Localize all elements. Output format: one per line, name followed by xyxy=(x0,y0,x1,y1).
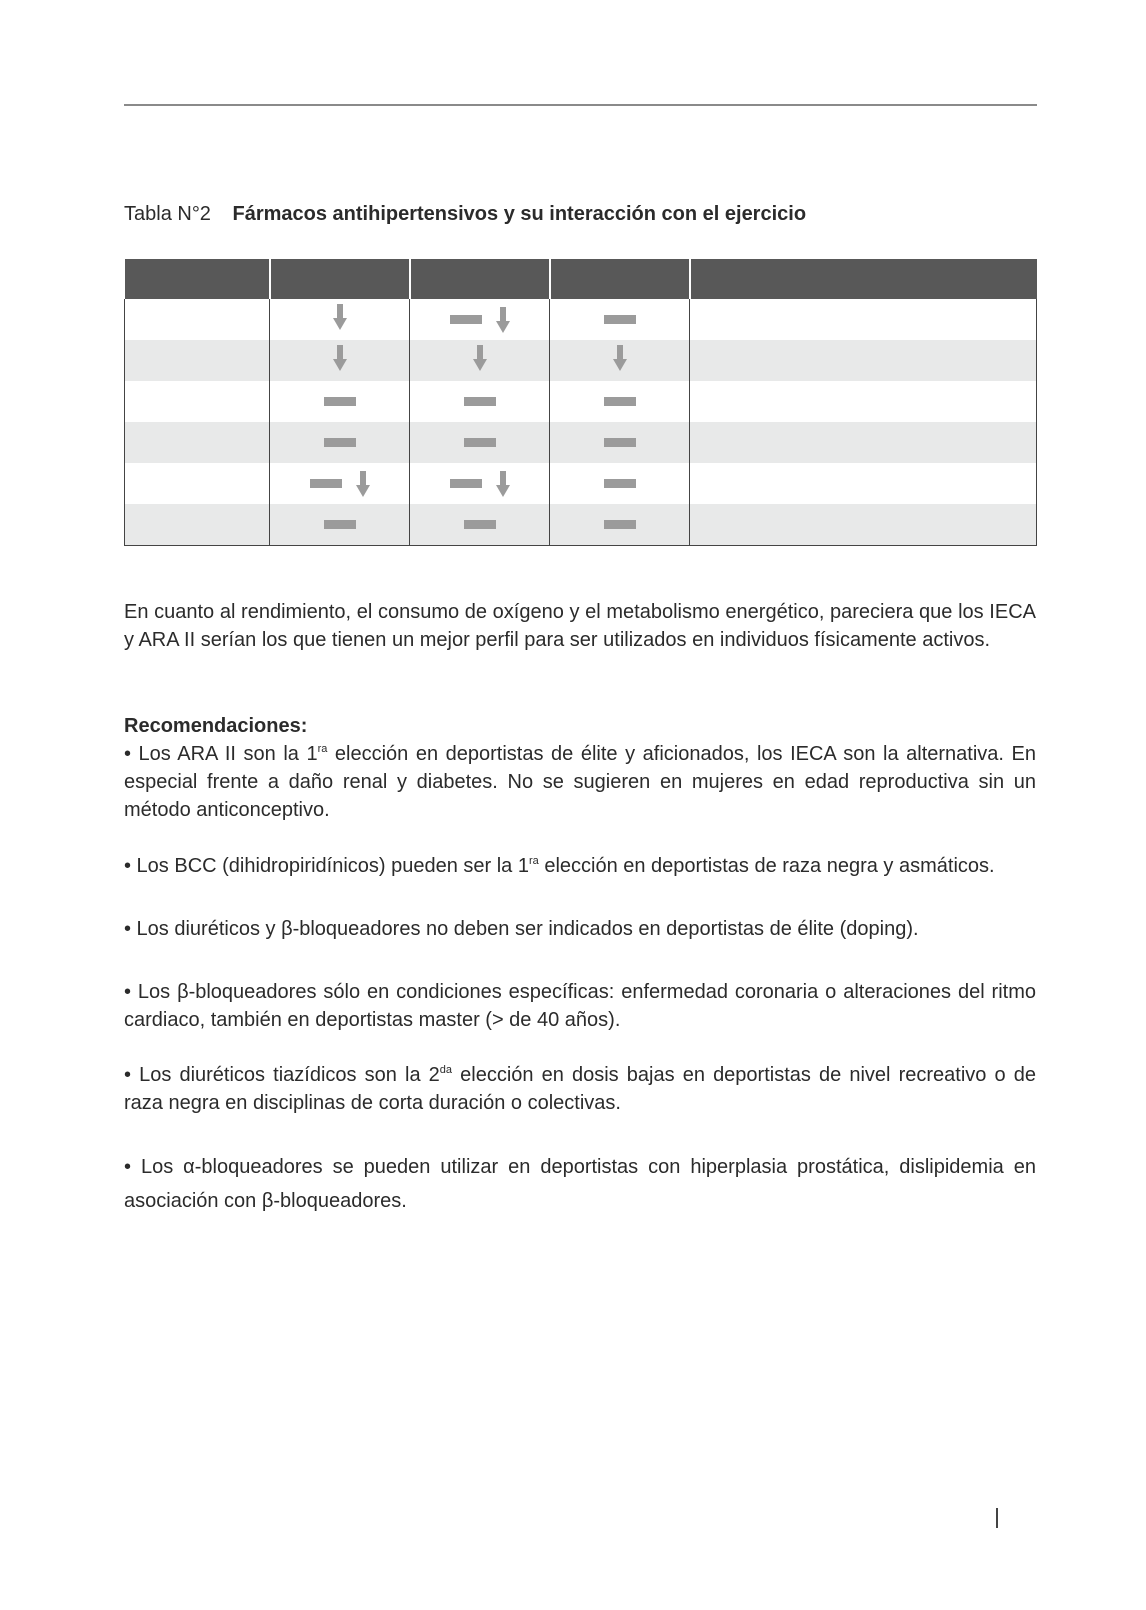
symbol-group xyxy=(613,345,627,371)
recommendation-item xyxy=(124,740,1036,824)
table-cell xyxy=(410,299,550,340)
table-cell xyxy=(690,422,1037,463)
table-row xyxy=(125,463,1037,504)
table-cell xyxy=(550,381,690,422)
symbol-group xyxy=(450,471,510,497)
dash-icon xyxy=(604,438,636,447)
recommendation-text: • Los BCC (dihidropiridínicos) pueden ser la 1 xyxy=(124,855,529,877)
table-cell xyxy=(690,381,1037,422)
table-cell xyxy=(125,504,270,546)
symbol-group xyxy=(604,438,636,447)
symbol-group xyxy=(464,438,496,447)
header-cell xyxy=(410,259,550,299)
recommendation-item: • Los diuréticos y β-bloqueadores no deben ser indicados en deportistas de élite (doping). xyxy=(124,918,919,940)
table-cell xyxy=(270,299,410,340)
recommendation-text: elección en deportistas de raza negra y asmáticos. xyxy=(538,855,995,877)
symbol-group xyxy=(324,438,356,447)
table-cell xyxy=(270,422,410,463)
table-label: Tabla N°2 xyxy=(124,203,211,225)
table-cell xyxy=(125,381,270,422)
dash-icon xyxy=(604,479,636,488)
table-cell xyxy=(550,504,690,546)
table-cell xyxy=(690,340,1037,381)
symbol-group xyxy=(324,520,356,529)
recommendation-text: elección en deportistas de élite y aficionados, los IECA son la alternativa. En especial frente a daño renal y diabetes. No se sugieren en mujeres en edad reproductiva sin un método anticonceptivo. xyxy=(124,743,1036,821)
table-row xyxy=(125,422,1037,463)
header-cell xyxy=(270,259,410,299)
recommendation-item xyxy=(124,852,1036,880)
dash-icon xyxy=(324,438,356,447)
table-cell xyxy=(550,422,690,463)
recommendation-item: • Los β-bloqueadores sólo en condiciones específicas: enfermedad coronaria o alteraciones del ritmo cardiaco, también en deportistas master (> de 40 años). xyxy=(124,981,1036,1031)
symbol-group xyxy=(604,520,636,529)
table-cell xyxy=(125,463,270,504)
header-cell xyxy=(550,259,690,299)
recommendation-item xyxy=(124,1061,1036,1117)
table-row xyxy=(125,340,1037,381)
header-cell xyxy=(125,259,270,299)
dash-icon xyxy=(464,397,496,406)
arrow-down-icon xyxy=(333,345,347,371)
table-caption xyxy=(124,200,806,228)
dash-icon xyxy=(604,520,636,529)
symbol-group xyxy=(604,315,636,324)
arrow-down-icon xyxy=(473,345,487,371)
recommendation-text: • Los ARA II son la 1 xyxy=(124,743,318,765)
dash-icon xyxy=(464,438,496,447)
table-row xyxy=(125,299,1037,340)
table-cell xyxy=(125,299,270,340)
dash-icon xyxy=(310,479,342,488)
table-row xyxy=(125,381,1037,422)
symbol-group xyxy=(333,304,347,330)
table-cell xyxy=(270,381,410,422)
table-cell xyxy=(550,299,690,340)
table-cell xyxy=(410,463,550,504)
recommendation-text: elección en dosis bajas en deportistas de nivel recreativo o de raza negra en disciplinas de corta duración o colectivas. xyxy=(124,1064,1036,1114)
arrow-down-icon xyxy=(613,345,627,371)
table-cell xyxy=(690,299,1037,340)
table-title: Fármacos antihipertensivos y su interacción con el ejercicio xyxy=(232,203,807,225)
header-rule xyxy=(124,104,1037,106)
symbol-group xyxy=(450,307,510,333)
dash-icon xyxy=(464,520,496,529)
header-cell xyxy=(690,259,1037,299)
ordinal-superscript: ra xyxy=(317,743,328,755)
table-cell xyxy=(550,340,690,381)
table-cell xyxy=(690,504,1037,546)
table-cell xyxy=(690,463,1037,504)
ordinal-superscript: ra xyxy=(528,855,539,867)
recommendations-heading: Recomendaciones: xyxy=(124,715,308,737)
table-cell xyxy=(270,463,410,504)
dash-icon xyxy=(450,315,482,324)
symbol-group xyxy=(464,397,496,406)
symbol-group xyxy=(324,397,356,406)
arrow-down-icon xyxy=(496,307,510,333)
page-number-mark xyxy=(996,1508,998,1528)
table-cell xyxy=(410,381,550,422)
table-header-row xyxy=(125,259,1037,299)
table-cell xyxy=(410,504,550,546)
symbol-group xyxy=(310,471,370,497)
symbol-group xyxy=(473,345,487,371)
table-cell xyxy=(125,422,270,463)
recommendation-text: • Los diuréticos tiazídicos son la 2 xyxy=(124,1064,440,1086)
drug-interaction-table xyxy=(124,259,1037,546)
ordinal-superscript: da xyxy=(439,1064,453,1076)
table-cell xyxy=(550,463,690,504)
symbol-group xyxy=(464,520,496,529)
table-body xyxy=(125,299,1037,546)
dash-icon xyxy=(324,397,356,406)
table-cell xyxy=(270,504,410,546)
symbol-group xyxy=(604,479,636,488)
intro-paragraph: En cuanto al rendimiento, el consumo de oxígeno y el metabolismo energético, pareciera que los IECA y ARA II serían los que tienen un mejor perfil para ser utilizados en individuos físicamente activos. xyxy=(124,601,1036,651)
dash-icon xyxy=(604,315,636,324)
dash-icon xyxy=(324,520,356,529)
arrow-down-icon xyxy=(333,304,347,330)
table-cell xyxy=(410,422,550,463)
arrow-down-icon xyxy=(496,471,510,497)
dash-icon xyxy=(604,397,636,406)
recommendation-item: • Los α-bloqueadores se pueden utilizar en deportistas con hiperplasia prostática, dislipidemia en asociación con β-bloqueadores. xyxy=(124,1156,1036,1212)
arrow-down-icon xyxy=(356,471,370,497)
symbol-group xyxy=(333,345,347,371)
symbol-group xyxy=(604,397,636,406)
table-row xyxy=(125,504,1037,546)
dash-icon xyxy=(450,479,482,488)
table-cell xyxy=(270,340,410,381)
table-cell xyxy=(125,340,270,381)
table-cell xyxy=(410,340,550,381)
